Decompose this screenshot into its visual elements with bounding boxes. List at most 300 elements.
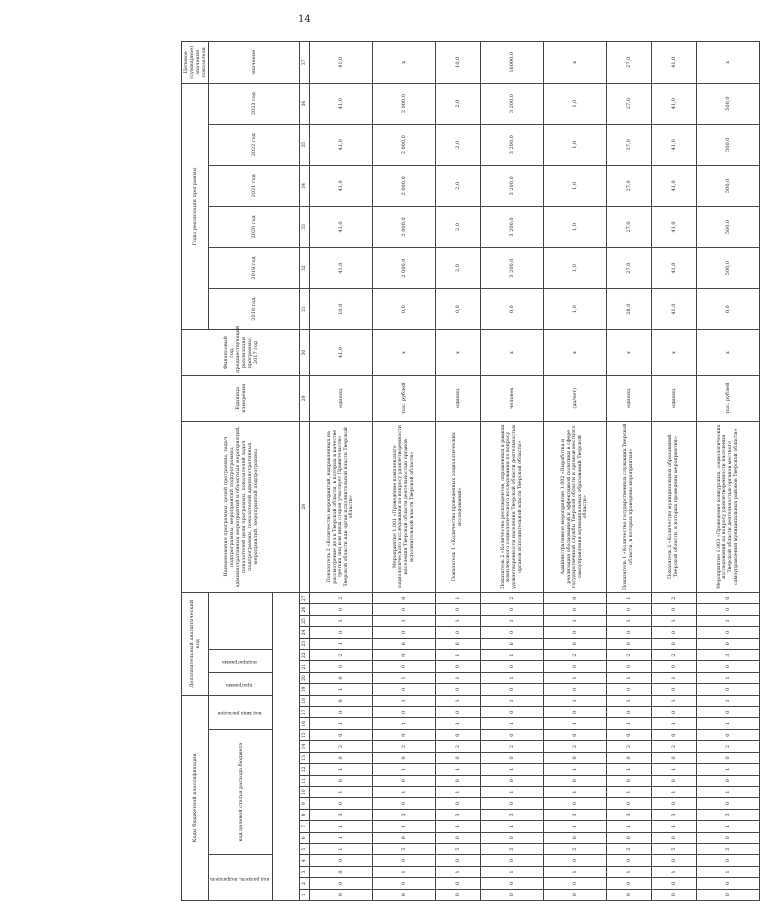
code-cell: 1: [697, 866, 760, 877]
code-cell: 1: [652, 615, 697, 626]
column-number: 20: [300, 672, 310, 683]
base-year-cell: х: [697, 330, 760, 376]
code-cell: 1: [607, 592, 652, 603]
year-value-cell: 3 200,0: [481, 165, 544, 206]
code-cell: 1: [697, 615, 760, 626]
indicator-name-cell: Показатель 2 «Количество муниципальных образований Тверской области, в которых проведены мероприятия»: [652, 421, 697, 592]
code-cell: 0: [373, 832, 436, 843]
code-cell: 1: [481, 786, 544, 797]
section-code-header: код раздела, подраздела: [209, 855, 273, 901]
year-value-cell: 28,0: [607, 289, 652, 330]
column-number: 28: [300, 421, 310, 592]
code-cell: 0: [310, 798, 373, 809]
code-cell: 3: [697, 809, 760, 820]
code-cell: 0: [607, 661, 652, 672]
code-cell: 0: [436, 878, 481, 889]
base-year-cell: х: [373, 330, 436, 376]
unit-cell: единиц: [652, 375, 697, 421]
code-cell: 1: [697, 672, 760, 683]
code-cell: 1: [544, 866, 607, 877]
column-number: 23: [300, 638, 310, 649]
year-value-cell: 41,0: [652, 248, 697, 289]
year-value-cell: 500,0: [697, 165, 760, 206]
code-cell: 0: [310, 878, 373, 889]
code-cell: 3: [481, 809, 544, 820]
code-cell: 1: [481, 718, 544, 729]
code-cell: 0: [607, 627, 652, 638]
code-cell: 1: [373, 786, 436, 797]
column-number: 18: [300, 695, 310, 707]
code-cell: 1: [310, 843, 373, 854]
code-cell: 1: [373, 695, 436, 707]
code-cell: 1: [436, 615, 481, 626]
base-year-cell: х: [436, 330, 481, 376]
code-cell: 0: [607, 878, 652, 889]
code-cell: 2: [544, 649, 607, 660]
unit-cell: (да/нет): [544, 375, 607, 421]
final-value-cell: 10,0: [436, 42, 481, 84]
code-cell: 0: [607, 729, 652, 740]
base-year-cell: х: [481, 330, 544, 376]
code-cell: 1: [373, 672, 436, 683]
column-number: 10: [300, 786, 310, 797]
code-cell: 0: [544, 878, 607, 889]
code-cell: 0: [544, 889, 607, 900]
code-cell: 0: [481, 878, 544, 889]
year-value-cell: 1,0: [544, 124, 607, 165]
final-value-cell: 41,0: [652, 42, 697, 84]
year-value-cell: 2 000,0: [373, 206, 436, 247]
unit-cell: тыс. рублей: [697, 375, 760, 421]
code-cell: 1: [310, 832, 373, 843]
code-cell: 0: [481, 775, 544, 786]
code-cell: 0: [373, 775, 436, 786]
code-cell: 0: [652, 798, 697, 809]
final-value-cell: х: [544, 42, 607, 84]
code-cell: 0: [310, 695, 373, 707]
code-cell: 0: [481, 855, 544, 866]
code-cell: 0: [310, 672, 373, 683]
code-cell: 0: [697, 855, 760, 866]
code-cell: 1: [544, 672, 607, 683]
code-cell: 3: [607, 809, 652, 820]
year-2022-header: 2022 год: [209, 124, 300, 165]
code-cell: 0: [373, 604, 436, 615]
code-cell: 2: [481, 741, 544, 752]
code-cell: 1: [652, 695, 697, 707]
year-value-cell: 2,0: [436, 83, 481, 124]
code-cell: 2: [310, 741, 373, 752]
year-value-cell: 1,0: [544, 248, 607, 289]
code-cell: 0: [697, 604, 760, 615]
code-cell: 0: [436, 684, 481, 695]
year-value-cell: 2 000,0: [373, 124, 436, 165]
column-number: 5: [300, 843, 310, 854]
code-cell: 1: [436, 764, 481, 775]
code-cell: 0: [436, 729, 481, 740]
year-value-cell: 0,0: [481, 289, 544, 330]
code-cell: 0: [310, 627, 373, 638]
year-value-cell: 10,0: [310, 289, 373, 330]
year-value-cell: 2 000,0: [373, 83, 436, 124]
code-cell: 1: [544, 695, 607, 707]
code-cell: 0: [607, 707, 652, 718]
year-value-cell: 2 000,0: [373, 248, 436, 289]
code-cell: 0: [373, 661, 436, 672]
column-number: 17: [300, 707, 310, 718]
code-cell: 0: [652, 638, 697, 649]
unit-cell: единиц: [607, 375, 652, 421]
indicator-name-cell: Показатель 2 «Количество мероприятий, направленных на рассмотрение дел в Тверской области, в которых в качестве третьих лиц или иных сторон участвует Правительство Тверской области или орган исполнительной власти Тверской области»: [310, 421, 373, 592]
table-row: [373, 42, 436, 901]
code-cell: 1: [481, 615, 544, 626]
code-cell: 1: [544, 615, 607, 626]
budget-class-header: Коды бюджетной классификации: [182, 695, 209, 900]
code-cell: 0: [310, 775, 373, 786]
table-row: [544, 42, 607, 901]
year-value-cell: 2,0: [436, 206, 481, 247]
code-cell: 0: [544, 592, 607, 603]
extra-class-header: Дополнительный аналитический код: [182, 592, 209, 695]
code-cell: 1: [652, 866, 697, 877]
code-cell: 0: [544, 729, 607, 740]
code-cell: 0: [310, 604, 373, 615]
program-years-header: Годы реализации программы: [182, 83, 209, 330]
code-cell: 1: [310, 718, 373, 729]
column-number: 34: [300, 165, 310, 206]
code-cell: 3: [697, 649, 760, 660]
year-value-cell: 0,0: [373, 289, 436, 330]
base-year-cell: х: [652, 330, 697, 376]
year-value-cell: 41,0: [652, 206, 697, 247]
code-cell: 0: [697, 729, 760, 740]
column-number: 15: [300, 729, 310, 740]
code-cell: 1: [436, 649, 481, 660]
code-cell: 0: [544, 638, 607, 649]
target-article-header: код целевой статьи расхода бюджета: [209, 729, 273, 854]
code-cell: 0: [481, 832, 544, 843]
year-value-cell: 41,0: [652, 165, 697, 206]
code-cell: 0: [697, 592, 760, 603]
code-cell: 1: [607, 866, 652, 877]
expense-type-header: код вида расходов: [209, 695, 273, 729]
code-cell: 1: [481, 672, 544, 683]
indicator-name-cell: Мероприятие 1.003 «Проведение конкурсных, социологических исследований по вопросу удовлетворенности населения Тверской области деятельностью органов местного самоуправления муниципальных районов Тверской области»: [697, 421, 760, 592]
column-number-row: [300, 42, 310, 901]
column-number: 14: [300, 741, 310, 752]
code-cell: 0: [436, 752, 481, 763]
column-number: 12: [300, 764, 310, 775]
code-cell: 2: [310, 592, 373, 603]
code-cell: 0: [310, 889, 373, 900]
table-row: [607, 42, 652, 901]
code-cell: 1: [697, 695, 760, 707]
code-cell: 1: [481, 821, 544, 832]
indicator-name-cell: Мероприятие 1.001 «Проведение комплексного социологического исследования по вопросу удовлетворенности населения Тверской области деятельностью органов исполнительной власти Тверской области»: [373, 421, 436, 592]
column-number: 13: [300, 752, 310, 763]
code-cell: 1: [607, 718, 652, 729]
code-cell: 0: [544, 855, 607, 866]
year-value-cell: 2,0: [436, 124, 481, 165]
code-cell: 2: [607, 649, 652, 660]
code-cell: 1: [544, 786, 607, 797]
code-cell: 1: [607, 764, 652, 775]
code-cell: 1: [436, 821, 481, 832]
final-value-cell: х: [373, 42, 436, 84]
code-cell: 0: [310, 707, 373, 718]
code-cell: 1: [607, 615, 652, 626]
unit-cell: единиц: [436, 375, 481, 421]
table-row: [436, 42, 481, 901]
code-cell: 1: [310, 786, 373, 797]
subprogram-header: подпрограмма: [209, 649, 273, 672]
indicator-name-cell: Показатель 2 «Количество респондентов, опрошенных в рамках комплексного социологического исследования по вопросу удовлетворенности населения Тверской области деятельностью органов исполнительной власти Тверской области»: [481, 421, 544, 592]
code-cell: 0: [652, 729, 697, 740]
year-value-cell: 1,0: [544, 165, 607, 206]
column-number: 29: [300, 375, 310, 421]
year-value-cell: 41,0: [652, 124, 697, 165]
code-cell: 1: [481, 649, 544, 660]
column-number: 21: [300, 661, 310, 672]
extra-blank-header: [209, 592, 273, 649]
code-cell: 1: [697, 764, 760, 775]
column-number: 2: [300, 878, 310, 889]
year-value-cell: 1,0: [544, 206, 607, 247]
page-number: 14: [298, 14, 311, 25]
code-cell: 0: [607, 604, 652, 615]
year-value-cell: 500,0: [697, 206, 760, 247]
code-cell: 0: [436, 627, 481, 638]
code-cell: 0: [481, 604, 544, 615]
column-number: 11: [300, 775, 310, 786]
year-value-cell: 41,0: [310, 124, 373, 165]
code-cell: 1: [607, 672, 652, 683]
unit-column-header: Единица измерения: [182, 375, 300, 421]
code-cell: 0: [481, 729, 544, 740]
code-cell: 0: [436, 798, 481, 809]
code-cell: 0: [697, 684, 760, 695]
column-number: 1: [300, 889, 310, 900]
year-value-cell: 3 200,0: [481, 83, 544, 124]
code-cell: 0: [652, 775, 697, 786]
code-cell: 6: [481, 638, 544, 649]
code-cell: 0: [310, 661, 373, 672]
year-2018-header: 2018 год: [209, 289, 300, 330]
year-value-cell: 2,0: [436, 165, 481, 206]
code-cell: 5: [373, 843, 436, 854]
table-row: [652, 42, 697, 901]
code-cell: 0: [652, 661, 697, 672]
final-value-label: значение: [209, 42, 300, 84]
final-value-cell: х: [697, 42, 760, 84]
code-cell: 0: [607, 889, 652, 900]
code-cell: 1: [436, 866, 481, 877]
code-cell: 0: [544, 627, 607, 638]
table-body: [310, 42, 760, 901]
code-cell: 0: [544, 752, 607, 763]
code-cell: 0: [373, 855, 436, 866]
code-cell: 0: [544, 684, 607, 695]
code-cell: 0: [697, 798, 760, 809]
code-cell: 0: [697, 775, 760, 786]
year-value-cell: 1,0: [544, 83, 607, 124]
code-cell: 0: [310, 866, 373, 877]
year-2019-header: 2019 год: [209, 248, 300, 289]
code-cell: 0: [544, 832, 607, 843]
table-row: [481, 42, 544, 901]
code-cell: 1: [373, 615, 436, 626]
code-cell: 6: [436, 638, 481, 649]
code-cell: 1: [697, 821, 760, 832]
code-cell: 0: [436, 707, 481, 718]
code-cell: 0: [607, 855, 652, 866]
column-number: 31: [300, 289, 310, 330]
final-value-header: Целевое (суммарное) значение показателя: [182, 42, 209, 84]
code-cell: 3: [544, 809, 607, 820]
code-cell: 0: [373, 707, 436, 718]
code-cell: 0: [373, 752, 436, 763]
code-cell: 0: [652, 832, 697, 843]
code-cell: 1: [310, 764, 373, 775]
code-cell: 0: [607, 638, 652, 649]
code-cell: 2: [607, 741, 652, 752]
year-value-cell: 0,0: [697, 289, 760, 330]
year-value-cell: 500,0: [697, 248, 760, 289]
code-cell: 1: [652, 764, 697, 775]
code-cell: 1: [310, 821, 373, 832]
year-2023-header: 2023 год: [209, 83, 300, 124]
code-cell: 0: [652, 855, 697, 866]
year-value-cell: 0,0: [436, 289, 481, 330]
code-cell: 5: [697, 843, 760, 854]
column-number: 30: [300, 330, 310, 376]
program-indicators-table: [181, 41, 760, 901]
code-cell: 1: [652, 786, 697, 797]
column-number: 26: [300, 604, 310, 615]
code-cell: 2: [652, 592, 697, 603]
year-value-cell: 41,0: [310, 206, 373, 247]
code-cell: 1: [607, 821, 652, 832]
code-cell: 5: [481, 843, 544, 854]
code-cell: 1: [481, 695, 544, 707]
code-cell: 0: [607, 775, 652, 786]
column-number: 27: [300, 592, 310, 603]
code-cell: 0: [373, 729, 436, 740]
year-value-cell: 27,0: [607, 83, 652, 124]
year-value-cell: 1,0: [544, 289, 607, 330]
code-cell: 0: [652, 707, 697, 718]
code-cell: 1: [373, 866, 436, 877]
code-cell: 0: [544, 661, 607, 672]
code-cell: 0: [436, 889, 481, 900]
code-cell: 2: [310, 649, 373, 660]
year-2021-header: 2021 год: [209, 165, 300, 206]
code-cell: 0: [697, 889, 760, 900]
year-value-cell: 3 200,0: [481, 206, 544, 247]
program-header: программа: [209, 672, 273, 695]
code-cell: 1: [652, 672, 697, 683]
year-2020-header: 2020 год: [209, 206, 300, 247]
code-cell: 0: [652, 627, 697, 638]
code-cell: 0: [607, 798, 652, 809]
indicator-name-cell: Показатель 1 «Количество проведенных социологических исследований»: [436, 421, 481, 592]
code-cell: 0: [481, 889, 544, 900]
code-cell: 0: [697, 878, 760, 889]
table-row: [310, 42, 373, 901]
column-number: 7: [300, 821, 310, 832]
column-number: 16: [300, 718, 310, 729]
base-year-cell: х: [544, 330, 607, 376]
base-year-cell: 41,0: [310, 330, 373, 376]
year-value-cell: 500,0: [697, 83, 760, 124]
code-cell: 2: [697, 741, 760, 752]
year-value-cell: 27,0: [607, 124, 652, 165]
column-number: 4: [300, 855, 310, 866]
code-cell: 0: [436, 775, 481, 786]
code-cell: 1: [652, 718, 697, 729]
column-number: 9: [300, 798, 310, 809]
code-cell: 0: [607, 752, 652, 763]
code-cell: 2: [544, 741, 607, 752]
year-value-cell: 27,0: [607, 248, 652, 289]
code-cell: 0: [481, 661, 544, 672]
column-number: 3: [300, 866, 310, 877]
code-cell: 1: [310, 684, 373, 695]
column-number: 32: [300, 248, 310, 289]
indicator-name-cell: Административное мероприятие 1.002 «Выработка и реализация обоснованной и эффективной политики в сфере государственной службы Тверской области и органов местного самоуправления муниципальных образований Тверской области»: [544, 421, 607, 592]
unit-cell: тыс. рублей: [373, 375, 436, 421]
code-cell: 1: [310, 638, 373, 649]
table-rotation-frame: [181, 41, 739, 901]
code-cell: 0: [697, 638, 760, 649]
code-cell: 1: [481, 764, 544, 775]
code-cell: 5: [607, 843, 652, 854]
year-value-cell: 41,0: [652, 83, 697, 124]
code-cell: 0: [697, 752, 760, 763]
code-cell: 2: [652, 649, 697, 660]
code-cell: 1: [373, 764, 436, 775]
name-column-header: Наименование программы, целей программы, задач подпрограммы, мероприятий подпрограммы, административных мероприятий и объектных мероприятий, показателей цели программы, показателей задач подпрограммы, показателей административных мероприятий, мероприятий подпрограммы: [182, 421, 300, 592]
code-cell: 1: [544, 764, 607, 775]
code-cell: 0: [373, 798, 436, 809]
code-cell: 1: [481, 866, 544, 877]
code-cell: 0: [310, 752, 373, 763]
code-cell: 0: [544, 604, 607, 615]
code-cell: 0: [697, 832, 760, 843]
column-number: 24: [300, 627, 310, 638]
code-cell: 0: [481, 684, 544, 695]
column-number: 6: [300, 832, 310, 843]
code-cell: 2: [652, 741, 697, 752]
column-number: 19: [300, 684, 310, 695]
code-cell: 0: [544, 707, 607, 718]
final-value-cell: 16000,0: [481, 42, 544, 84]
code-cell: 0: [652, 889, 697, 900]
year-value-cell: 41,0: [310, 248, 373, 289]
year-value-cell: 3 200,0: [481, 124, 544, 165]
code-cell: 1: [652, 821, 697, 832]
code-cell: 0: [481, 798, 544, 809]
code-cell: 0: [652, 878, 697, 889]
unit-cell: единиц: [310, 375, 373, 421]
code-cell: 0: [544, 798, 607, 809]
code-cell: 0: [436, 604, 481, 615]
year-value-cell: 3 200,0: [481, 248, 544, 289]
code-subheader-blank: [273, 592, 300, 900]
year-value-cell: 2,0: [436, 248, 481, 289]
code-cell: 0: [607, 832, 652, 843]
code-cell: 6: [373, 638, 436, 649]
